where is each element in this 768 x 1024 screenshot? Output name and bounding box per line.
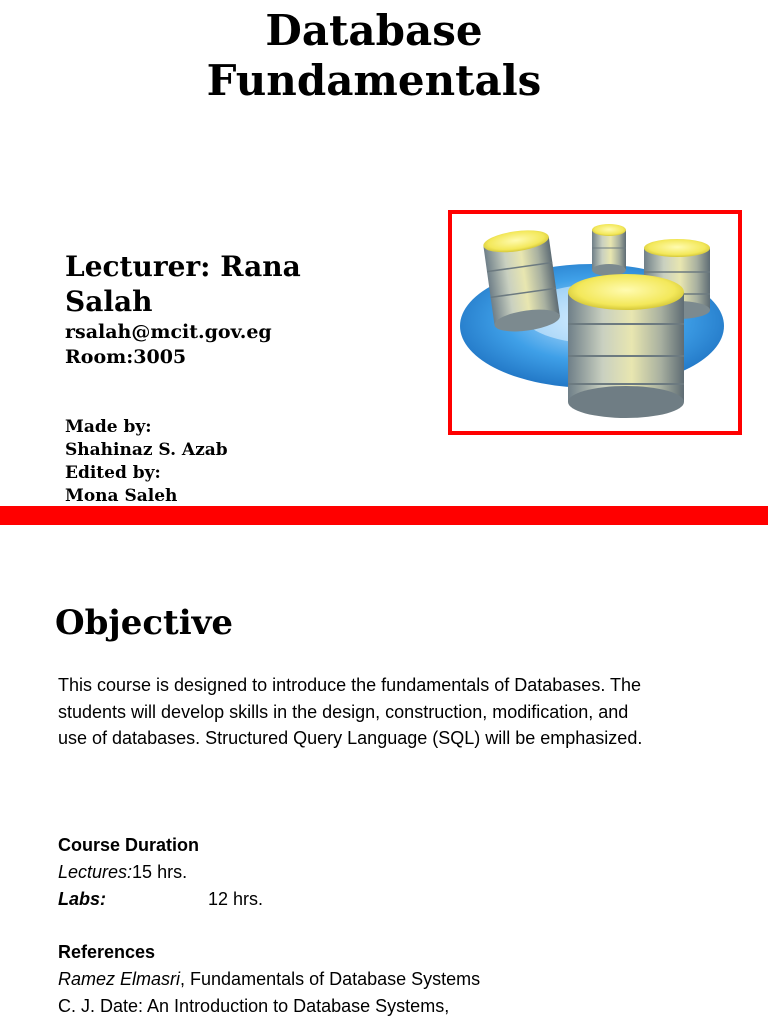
references [58,939,708,1020]
title-slide [0,0,768,506]
labs-row [58,886,658,913]
reference-1-title: , Fundamentals of Database Systems [180,969,481,989]
lecturer-room: Room:3005 [65,346,187,368]
course-duration-heading: Course Duration [58,835,200,855]
reference-1 [58,966,708,993]
edited-by-name: Mona Saleh [65,486,178,506]
credits [65,416,228,506]
title-line-1: Database [265,6,483,55]
lectures-value: 15 hrs. [132,862,188,882]
reference-2: C. J. Date: An Introduction to Database Systems, [58,996,450,1016]
title-line-2: Fundamentals [206,56,542,105]
slide-divider [0,506,768,525]
labs-label: Labs: [58,889,107,909]
lectures-row [58,859,658,886]
reference-1-author: Ramez Elmasri [58,969,181,989]
references-heading: References [58,942,156,962]
slide-title [0,6,748,106]
objective-description: This course is designed to introduce the fundamentals of Databases. The students will develop skills in the design, construction, modification, and use of databases. Structured Query Language (SQL) will be emphasized. [58,675,643,749]
course-duration [58,832,658,913]
lecturer-name: Lecturer: Rana Salah [65,250,301,318]
database-cylinders-icon [452,214,738,431]
made-by-label: Made by: [65,417,152,437]
labs-value: 12 hrs. [208,889,264,909]
lectures-label: Lectures: [58,862,133,882]
database-image-frame [448,210,742,435]
objective-slide [0,525,768,1024]
objective-heading: Objective [55,603,234,643]
edited-by-label: Edited by: [65,463,161,483]
made-by-name: Shahinaz S. Azab [65,440,228,460]
lecturer-email: rsalah@mcit.gov.eg [65,321,272,343]
contact-info [65,320,272,370]
